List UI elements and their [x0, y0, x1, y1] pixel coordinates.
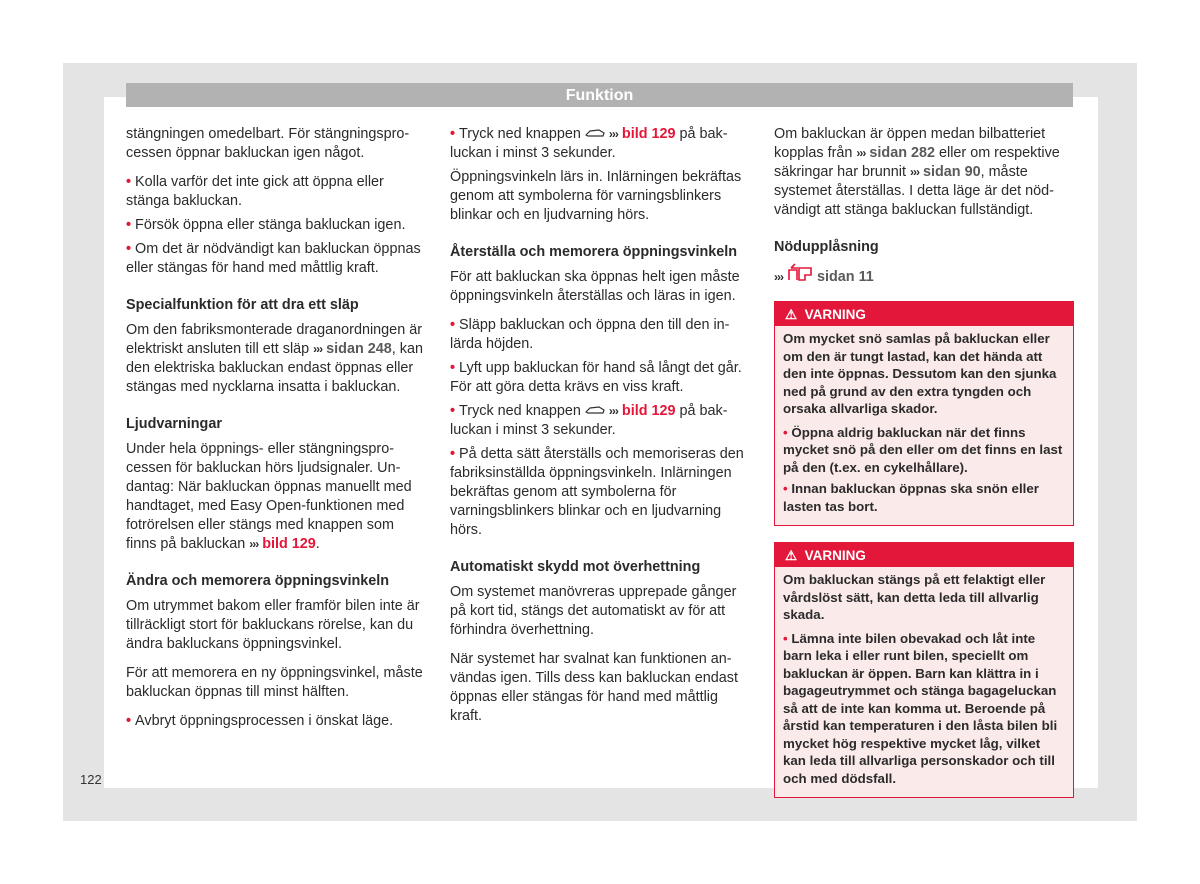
paragraph [450, 650, 748, 726]
page-link[interactable]: sidan 11 [813, 269, 874, 285]
section-heading [774, 238, 1074, 257]
text: Om den fabriksmonterade draganordningen är elektriskt ansluten till ett släp [126, 322, 422, 357]
text: Öppna aldrig bakluckan när det finns mycket snö på den eller om det finns en last på den (t.ex. en cykelhållare). [783, 424, 1063, 475]
section-heading [126, 296, 426, 315]
text: Försök öppna eller stänga bakluckan igen. [135, 217, 406, 233]
paragraph [126, 321, 426, 397]
bullet-icon: • [783, 630, 792, 646]
page-number: 122 [80, 772, 102, 787]
bullet-icon: • [126, 174, 136, 190]
bullet-icon: • [783, 481, 792, 496]
paragraph [774, 125, 1074, 220]
text: Ändra och memorera öppningsvinkeln [126, 573, 390, 589]
section-heading [450, 558, 748, 577]
tailgate-button-icon [585, 125, 605, 144]
tailgate-button-icon [585, 402, 605, 421]
text: Innan bakluckan öppnas ska snön eller lasten tas bort. [783, 481, 1039, 514]
text: Ljudvarningar [126, 416, 222, 432]
paragraph [126, 664, 426, 702]
reference-arrow-icon: ››› [608, 404, 618, 418]
paragraph [126, 125, 426, 163]
bullet-icon: • [450, 126, 460, 142]
figure-link[interactable]: bild 129 [617, 403, 676, 419]
text: på bakluckan i minst 3 sekunder. [450, 403, 728, 438]
warning-box [774, 542, 1074, 798]
bullet-item [450, 316, 748, 354]
bullet-icon: • [450, 317, 460, 333]
warning-header [775, 302, 1073, 326]
page-link[interactable]: sidan 90 [918, 164, 981, 180]
section-heading [450, 243, 748, 262]
text: Kolla varför det inte gick att öppna eller stänga bakluckan. [126, 174, 384, 209]
text: Nödupplåsning [774, 239, 879, 255]
text: Om det är nödvändigt kan bakluckan öppnas eller stängas för hand med måttlig kraft. [126, 241, 421, 276]
text: Under hela öppnings- eller stängningsprocessen för bakluckan hörs ljudsignaler. Undantag: När bakluckan öppnas manuellt med handtaget, med Easy Open-funktionen med fotrörelsen eller stängs med knappen som finns på bakluckan [126, 441, 412, 552]
bullet-item [450, 445, 748, 540]
reference-arrow-icon: ››› [774, 270, 783, 284]
text: Specialfunktion för att dra ett släp [126, 297, 359, 313]
bullet-icon: • [126, 241, 136, 257]
paragraph [774, 263, 1074, 287]
section-heading [126, 572, 426, 591]
bullet-item [126, 173, 426, 211]
bullet-item [783, 480, 1065, 515]
text: Öppningsvinkeln lärs in. Inlärningen bekräftas genom att symbolerna för varningsblinkers blinkar och en ljudvarning hörs. [450, 169, 742, 223]
warning-triangle-icon: ⚠ [785, 548, 798, 563]
reference-arrow-icon: ››› [249, 537, 259, 551]
reference-arrow-icon: ››› [313, 342, 323, 356]
text: stängningen omedelbart. För stängningsprocessen öppnar bakluckan igen något. [126, 126, 410, 161]
reference-arrow-icon: ››› [909, 165, 919, 179]
figure-link[interactable]: bild 129 [617, 126, 676, 142]
warning-body [775, 326, 1073, 525]
figure-link[interactable]: bild 129 [258, 536, 316, 552]
paragraph [450, 583, 748, 640]
text: Om mycket snö samlas på bakluckan eller om den är tungt lastad, kan det hända att den inte öppnas. Dessutom kan den sjunka ned på grund av den extra tyngden och orsaka allvarliga skador. [783, 331, 1057, 416]
bullet-item [450, 359, 748, 397]
text: , kan den elektriska bakluckan endast öppnas eller stängas med nycklarna insatta i bakluckan. [126, 341, 423, 395]
warning-triangle-icon: ⚠ [785, 307, 798, 322]
bullet-icon: • [450, 446, 460, 462]
text: Lämna inte bilen obevakad och låt inte barn leka i eller runt bilen, speciellt om bakluckan är öppen. Barn kan klättra in i bagageutrymmet och stänga bagageluckan så att de inte kan komma ut. Beroende på årstid kan temperaturen i den låsta bilen bli mycket hög respektive mycket låg, vilket kan leda till allvarliga personskador och till och med dödsfall. [783, 630, 1058, 786]
paragraph [126, 440, 426, 554]
section-header: Funktion [126, 83, 1073, 107]
bullet-icon: • [126, 217, 136, 233]
reference-arrow-icon: ››› [856, 146, 866, 160]
page-link[interactable]: sidan 282 [865, 145, 935, 161]
text: Om bakluckan stängs på ett felaktigt eller vårdslöst sätt, kan detta leda till allvarlig skada. [783, 572, 1046, 622]
warning-box [774, 301, 1074, 526]
warning-title: VARNING [804, 548, 866, 563]
text: När systemet har svalnat kan funktionen användas igen. Tills dess kan bakluckan endast öppnas eller stängas för hand med måttlig kraft. [450, 651, 738, 724]
paragraph [783, 571, 1065, 624]
bullet-icon: • [450, 403, 460, 419]
bullet-item [450, 125, 748, 163]
bullet-item [783, 424, 1065, 477]
text: . [315, 536, 320, 552]
text: Om systemet manövreras upprepade gånger på kort tid, stängs det automatiskt av för att förhindra överhettning. [450, 584, 737, 638]
paragraph [450, 168, 748, 225]
paragraph [450, 268, 748, 306]
section-heading [126, 415, 426, 434]
quick-guide-icon [787, 263, 813, 287]
text: På detta sätt återställs och memoriseras den fabriksinställda öppningsvinkeln. Inlärningen bekräftas genom att symbolerna för varningsblinkers blinkar och en ljudvarning hörs. [450, 446, 744, 538]
bullet-item [783, 630, 1065, 788]
column-3 [774, 125, 1074, 814]
paragraph [126, 597, 426, 654]
column-1 [126, 125, 426, 736]
column-2 [450, 125, 748, 736]
bullet-item [126, 712, 426, 731]
warning-body [775, 567, 1073, 797]
text: Automatiskt skydd mot överhettning [450, 559, 701, 575]
text: på bakluckan i minst 3 sekunder. [450, 126, 728, 161]
warning-header [775, 543, 1073, 567]
bullet-item [450, 402, 748, 440]
text: Släpp bakluckan och öppna den till den inlärda höjden. [450, 317, 730, 352]
bullet-item [126, 216, 426, 235]
bullet-icon: • [126, 713, 136, 729]
bullet-icon: • [450, 360, 460, 376]
text: , måste systemet återställas. I detta läge är det nödvändigt att stänga bakluckan fullständigt. [774, 164, 1054, 218]
text: För att memorera en ny öppningsvinkel, måste bakluckan öppnas till minst hälften. [126, 665, 423, 700]
text: Om bakluckan är öppen medan bilbatteriet kopplas från [774, 126, 1046, 161]
text: Avbryt öppningsprocessen i önskat läge. [135, 713, 394, 729]
text: Återställa och memorera öppningsvinkeln [450, 244, 738, 260]
text: Tryck ned knappen [459, 126, 585, 142]
text: Tryck ned knappen [459, 403, 585, 419]
warning-title: VARNING [804, 307, 866, 322]
text: Om utrymmet bakom eller framför bilen inte är tillräckligt stort för bakluckans rörelse, kan du ändra bakluckans öppningsvinkel. [126, 598, 420, 652]
paragraph [783, 330, 1065, 418]
bullet-item [126, 240, 426, 278]
reference-arrow-icon: ››› [608, 127, 618, 141]
page-link[interactable]: sidan 248 [322, 341, 392, 357]
text: För att bakluckan ska öppnas helt igen måste öppningsvinkeln återställas och läras in igen. [450, 269, 740, 304]
text: Lyft upp bakluckan för hand så långt det går. För att göra detta krävs en viss kraft. [450, 360, 742, 395]
bullet-icon: • [783, 424, 792, 440]
text: eller om respektive säkringar har brunnit [774, 145, 1060, 180]
